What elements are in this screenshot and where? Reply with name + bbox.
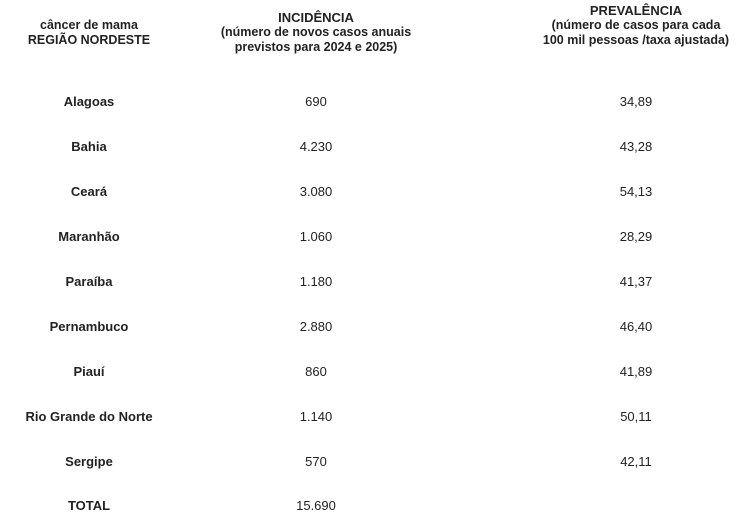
table-row bbox=[0, 317, 740, 337]
table-row bbox=[0, 92, 740, 112]
table-row bbox=[0, 137, 740, 157]
incidence-cell: 1.060 bbox=[299, 229, 333, 244]
table-row bbox=[0, 272, 740, 292]
incidence-cell: 570 bbox=[305, 454, 327, 469]
table-row bbox=[0, 182, 740, 202]
incidence-cell: 1.140 bbox=[299, 409, 333, 424]
table-row bbox=[0, 362, 740, 382]
header-region bbox=[0, 18, 178, 48]
incidence-cell: 690 bbox=[305, 94, 327, 109]
prevalence-cell: 28,29 bbox=[619, 229, 653, 244]
prevalence-cell: 43,28 bbox=[619, 139, 653, 154]
header-region-line2: REGIÃO NORDESTE bbox=[27, 33, 151, 47]
header-prevalence bbox=[530, 3, 740, 48]
table-row bbox=[0, 407, 740, 427]
header-region-line1: câncer de mama bbox=[40, 18, 138, 32]
total-label: TOTAL bbox=[67, 498, 111, 513]
table-row bbox=[0, 227, 740, 247]
header-incidence-line3: previstos para 2024 e 2025) bbox=[234, 40, 398, 54]
prevalence-cell: 42,11 bbox=[620, 454, 652, 469]
incidence-cell: 860 bbox=[305, 364, 327, 379]
prevalence-cell: 50,11 bbox=[620, 409, 652, 424]
incidence-cell: 4.230 bbox=[299, 139, 333, 154]
header-prevalence-line2: (número de casos para cada bbox=[551, 18, 721, 32]
header-prevalence-line3: 100 mil pessoas /taxa ajustada) bbox=[542, 33, 730, 47]
table-row bbox=[0, 452, 740, 472]
prevalence-cell: 41,37 bbox=[619, 274, 653, 289]
incidence-cell: 1.180 bbox=[299, 274, 333, 289]
state-cell: Sergipe bbox=[65, 454, 113, 469]
incidence-cell: 3.080 bbox=[299, 184, 333, 199]
state-cell: Ceará bbox=[70, 184, 108, 199]
prevalence-cell: 41,89 bbox=[619, 364, 653, 379]
state-cell: Pernambuco bbox=[49, 319, 129, 334]
prevalence-cell: 46,40 bbox=[619, 319, 653, 334]
incidence-cell: 2.880 bbox=[299, 319, 333, 334]
header-incidence-title: INCIDÊNCIA bbox=[278, 10, 354, 25]
state-cell: Bahia bbox=[71, 139, 107, 154]
header-incidence bbox=[200, 10, 432, 55]
prevalence-cell: 34,89 bbox=[619, 94, 653, 109]
prevalence-cell: 54,13 bbox=[619, 184, 653, 199]
header-incidence-line2: (número de novos casos anuais bbox=[220, 25, 412, 39]
state-cell: Alagoas bbox=[63, 94, 115, 109]
state-cell: Maranhão bbox=[58, 229, 120, 244]
total-row bbox=[0, 496, 740, 516]
state-cell: Rio Grande do Norte bbox=[25, 409, 153, 424]
state-cell: Paraíba bbox=[65, 274, 113, 289]
total-incidence: 15.690 bbox=[296, 498, 336, 513]
state-cell: Piauí bbox=[73, 364, 105, 379]
header-prevalence-title: PREVALÊNCIA bbox=[589, 3, 683, 18]
